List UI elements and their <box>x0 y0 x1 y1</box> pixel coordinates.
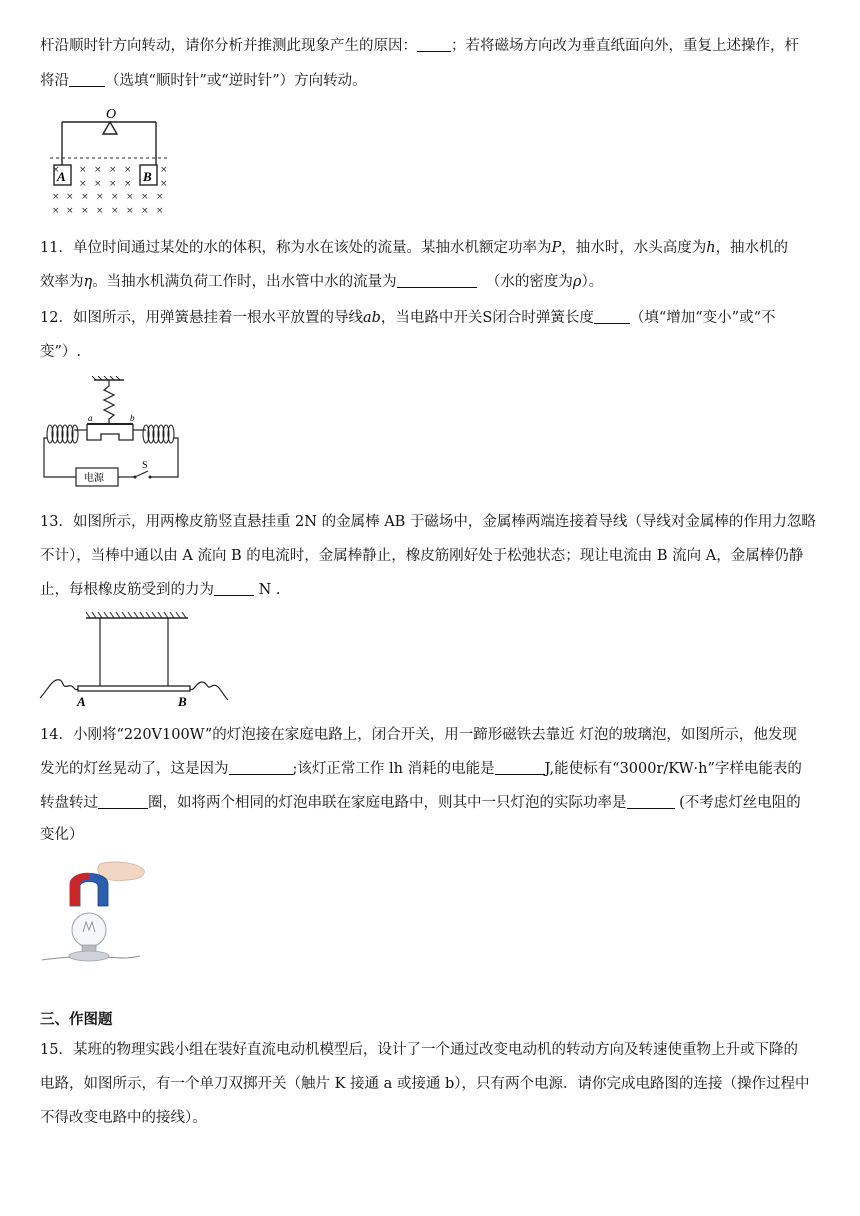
q10-text-c: 将沿 <box>40 73 69 89</box>
q11-text-a: 11．单位时间通过某处的水的体积，称为水在该处的流量。某抽水机额定功率为 <box>40 240 552 256</box>
right-wire <box>190 682 228 700</box>
section-title <box>40 1010 113 1030</box>
svg-text:×: × <box>156 206 164 216</box>
q11-text-f: （水的密度为 <box>485 274 573 290</box>
q14-text-a: 14．小刚将“220V100W”的灯泡接在家庭电路上，闭合开关，用一蹄形磁铁去靠近 灯泡的玻璃泡，如图所示，他发现 <box>40 727 797 743</box>
left-wire <box>40 680 78 698</box>
answer-blank <box>214 581 254 596</box>
q10-line-2 <box>40 71 367 91</box>
svg-text:×: × <box>111 192 119 202</box>
q12-text-d: （填“增加“变小”或“不 <box>629 310 776 326</box>
svg-text:×: × <box>52 206 60 216</box>
answer-blank <box>98 794 148 809</box>
q13-figure <box>38 610 230 710</box>
q14-line-4 <box>40 825 84 845</box>
svg-text:b: b <box>130 413 135 423</box>
pivot-triangle-icon <box>103 122 117 134</box>
svg-text:×: × <box>156 192 164 202</box>
q14-photo-magnet-bulb <box>40 860 150 972</box>
answer-blank <box>397 273 477 288</box>
q14-text-f: 圈，如将两个相同的灯泡串联在家庭电路中，则其中一只灯泡的实际功率是 <box>148 795 627 811</box>
q14-line-2 <box>40 759 802 779</box>
svg-text:×: × <box>109 179 117 189</box>
q10-text-a: 杆沿顺时针方向转动，请你分析并推测此现象产生的原因： <box>40 38 417 54</box>
svg-text:B: B <box>178 694 187 709</box>
var-h: h <box>706 240 716 256</box>
q14-line-3 <box>40 793 801 813</box>
q11-text-c: ，抽水机的 <box>715 240 789 256</box>
q12-line-1 <box>40 308 775 328</box>
metal-rod-AB <box>78 686 190 691</box>
answer-blank <box>69 72 105 87</box>
svg-text:×: × <box>81 206 89 216</box>
q14-text-e: 转盘转过 <box>40 795 98 811</box>
svg-text:×: × <box>160 165 168 175</box>
svg-text:×: × <box>141 206 149 216</box>
svg-text:×: × <box>79 165 87 175</box>
bulb-socket <box>69 951 109 961</box>
q12-text-b: ，当电路中开关 <box>380 310 483 326</box>
q13-text-a: 13．如图所示，用两橡皮筋竖直悬挂重 2N 的金属棒 AB 于磁场中，金属棒两端连接着导线（导线对金属棒的作用力忽略 <box>40 514 816 530</box>
svg-text:×: × <box>126 206 134 216</box>
q13-line-3 <box>40 580 281 600</box>
q15-text-c: 不得改变电路中的接线）。 <box>40 1110 207 1126</box>
svg-text:×: × <box>109 165 117 175</box>
q13-text-d: N . <box>258 582 281 598</box>
q15-line-3 <box>40 1108 207 1128</box>
svg-text:a: a <box>88 413 93 423</box>
svg-text:×: × <box>81 192 89 202</box>
svg-text:×: × <box>124 179 132 189</box>
q12-text-e: 变”）. <box>40 344 82 360</box>
var-ab: ab <box>362 310 381 326</box>
q11-text-d: 效率为 <box>40 274 84 290</box>
q11-text-e: 。当抽水机满负荷工作时，出水管中水的流量为 <box>92 274 397 290</box>
svg-text:B: B <box>143 169 152 184</box>
svg-text:×: × <box>79 179 87 189</box>
q14-text-b: 发光的灯丝晃动了，这是因为 <box>40 761 229 777</box>
q13-line-1 <box>40 512 816 532</box>
answer-blank <box>594 309 630 324</box>
q11-text-g: ）。 <box>581 274 604 290</box>
answer-blank <box>495 760 545 775</box>
svg-text:A: A <box>77 694 86 709</box>
svg-text:A: A <box>57 169 66 184</box>
svg-text:×: × <box>160 179 168 189</box>
svg-text:×: × <box>66 192 74 202</box>
q12-text-c: 闭合时弹簧长度 <box>492 310 594 326</box>
answer-blank <box>417 37 451 52</box>
svg-text:×: × <box>94 165 102 175</box>
svg-text:×: × <box>124 165 132 175</box>
q12-line-2 <box>40 342 81 362</box>
answer-blank <box>627 794 675 809</box>
q14-text-h: 变化） <box>40 827 84 843</box>
q15-text-b: 电路，如图所示，有一个单刀双掷开关（触片 K 接通 a 或接通 b），只有两个电源．请你完成电路图的连接（操作过程中 <box>40 1076 810 1092</box>
q15-text-a: 15．某班的物理实践小组在装好直流电动机模型后，设计了一个通过改变电动机的转动方向及转速使重物上升或下降的 <box>40 1042 798 1058</box>
q14-line-1 <box>40 725 797 745</box>
q13-line-2 <box>40 546 803 566</box>
q14-text-g: (不考虑灯丝电阻的 <box>679 795 801 811</box>
svg-text:×: × <box>111 206 119 216</box>
left-coil-icon <box>47 425 78 443</box>
svg-text:S: S <box>142 460 148 471</box>
q10-text-b: ；若将磁场方向改为垂直纸面向外，重复上述操作，杆 <box>451 38 799 54</box>
answer-blank <box>229 760 293 775</box>
q10-figure <box>44 102 174 220</box>
var-P: P <box>551 240 562 256</box>
q15-line-2 <box>40 1074 810 1094</box>
right-coil-icon <box>143 425 174 443</box>
svg-text:×: × <box>94 179 102 189</box>
section-title-text: 三、作图题 <box>40 1011 113 1028</box>
q13-text-b: 不计），当棒中通以由 A 流向 B 的电流时，金属棒静止，橡皮筋刚好处于松弛状态；现让电流由 B 流向 A，金属棒仍静 <box>40 548 804 564</box>
svg-text:×: × <box>52 192 60 202</box>
svg-text:×: × <box>96 206 104 216</box>
q14-text-d: J,能使标有“3000r/KW·h”字样电能表的 <box>544 761 802 777</box>
svg-text:×: × <box>96 192 104 202</box>
svg-text:×: × <box>126 192 134 202</box>
switch-S <box>135 471 148 477</box>
q12-figure <box>42 376 192 488</box>
q10-line-1 <box>40 36 799 56</box>
q11-line-1 <box>40 238 788 258</box>
q12-text-a: 12．如图所示，用弹簧悬挂着一根水平放置的导线 <box>40 310 363 326</box>
q13-text-c: 止，每根橡皮筋受到的力为 <box>40 582 214 598</box>
q14-text-c: ;该灯正常工作 lh 消耗的电能是 <box>292 761 495 777</box>
q11-line-2 <box>40 272 603 292</box>
svg-text:×: × <box>141 192 149 202</box>
spring-icon <box>104 380 114 424</box>
var-eta: η <box>83 274 93 290</box>
q15-line-1 <box>40 1040 798 1060</box>
q10-text-d: （选填“顺时针”或“逆时针”）方向转动。 <box>105 73 367 89</box>
q11-text-b: ，抽水时，水头高度为 <box>561 240 707 256</box>
svg-text:×: × <box>52 165 60 175</box>
var-S: S <box>482 310 493 326</box>
svg-text:电源: 电源 <box>84 473 104 484</box>
var-rho: ρ <box>572 274 582 290</box>
pivot-label-O: O <box>106 107 117 122</box>
svg-text:×: × <box>66 206 74 216</box>
